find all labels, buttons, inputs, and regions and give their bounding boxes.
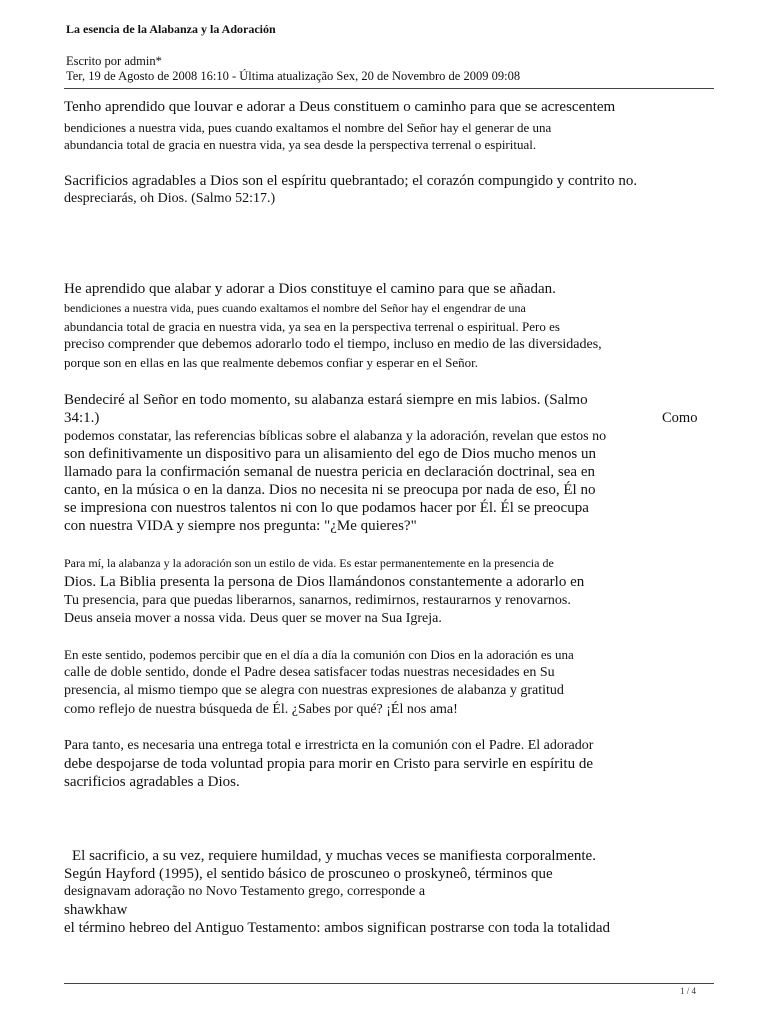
text-line: canto, en la música o en la danza. Dios no necesita ni se preocupa por nada de eso, Él no [64, 482, 596, 498]
text-line: El sacrificio, a su vez, requiere humildad, y muchas veces se manifiesta corporalmente. [72, 848, 596, 864]
text-fragment-como: Como [662, 410, 698, 426]
document-meta [66, 54, 520, 84]
date-line: Ter, 19 de Agosto de 2008 16:10 - Última atualização Sex, 20 de Novembro de 2009 09:08 [66, 69, 521, 83]
header-rule [64, 88, 714, 89]
text-line: Bendeciré al Señor en todo momento, su alabanza estará siempre en mis labios. (Salmo [64, 392, 588, 408]
text-line: debe despojarse de toda voluntad propia para morir en Cristo para servirle en espíritu de [64, 756, 593, 772]
text-line: calle de doble sentido, donde el Padre desea satisfacer todas nuestras necesidades en Su [64, 665, 555, 680]
text-line: sacrificios agradables a Dios. [64, 774, 240, 790]
text-line: llamado para la confirmación semanal de nuestra pericia en declaración doctrinal, sea en [64, 464, 595, 480]
text-line: shawkhaw [64, 902, 128, 918]
text-line: En este sentido, podemos percibir que en el día a día la comunión con Dios en la adoración es una [64, 647, 574, 662]
text-line: abundancia total de gracia en nuestra vida, ya sea desde la perspectiva terrenal o espiritual. [64, 137, 537, 152]
text-line: son definitivamente un dispositivo para un alisamiento del ego de Dios mucho menos un [64, 446, 596, 462]
text-line: Para mí, la alabanza y la adoración son un estilo de vida. Es estar permanentemente en la presencia de [64, 556, 554, 570]
footer-rule [64, 983, 714, 984]
text-line: Dios. La Biblia presenta la persona de Dios llamándonos constantemente a adorarlo en [64, 574, 585, 590]
text-line: porque son en ellas en las que realmente debemos confiar y esperar en el Señor. [64, 355, 479, 370]
text-line: con nuestra VIDA y siempre nos pregunta: "¿Me quieres?" [64, 518, 417, 534]
text-line: Sacrificios agradables a Dios son el espíritu quebrantado; el corazón compungido y contrito no. [64, 173, 638, 189]
text-line: como reflejo de nuestra búsqueda de Él. ¿Sabes por qué? ¡Él nos ama! [64, 702, 458, 717]
text-line: presencia, al mismo tiempo que se alegra con nuestras expresiones de alabanza y gratitud [64, 683, 564, 698]
text-line: podemos constatar, las referencias bíblicas sobre el alabanza y la adoración, revelan que estos no [64, 429, 607, 444]
text-line: abundancia total de gracia en nuestra vida, ya sea en la perspectiva terrenal o espiritual. Pero es [64, 319, 560, 334]
text-line: despreciarás, oh Dios. (Salmo 52:17.) [64, 191, 276, 206]
text-line: Según Hayford (1995), el sentido básico de proscuneo o proskyneô, términos que [64, 866, 553, 882]
document-title: La esencia de la Alabanza y la Adoración [66, 22, 276, 36]
text-line: designavam adoração no Novo Testamento grego, corresponde a [64, 884, 426, 899]
text-line: bendiciones a nuestra vida, pues cuando exaltamos el nombre del Señor hay el engendrar de una [64, 301, 526, 315]
text-line: Para tanto, es necesaria una entrega total e irrestricta en la comunión con el Padre. El adorador [64, 738, 594, 753]
text-line: He aprendido que alabar y adorar a Dios constituye el camino para que se añadan. [64, 281, 556, 297]
page-number: 1 / 4 [680, 986, 697, 996]
text-line: Tenho aprendido que louvar e adorar a Deus constituem o caminho para que se acrescentem [64, 99, 616, 115]
text-line: se impresiona con nuestros talentos ni con lo que podamos hacer por Él. Él se preocupa [64, 500, 589, 516]
text-line: Deus anseia mover a nossa vida. Deus quer se mover na Sua Igreja. [64, 611, 442, 626]
text-line: bendiciones a nuestra vida, pues cuando exaltamos el nombre del Señor hay el generar de una [64, 120, 552, 135]
text-line: preciso comprender que debemos adorarlo todo el tiempo, incluso en medio de las diversidades, [64, 337, 602, 352]
text-line: 34:1.) [64, 410, 100, 426]
author-line: Escrito por admin* [66, 54, 162, 68]
text-line: el término hebreo del Antiguo Testamento: ambos significan postrarse con toda la totalidad [64, 920, 611, 936]
text-line: Tu presencia, para que puedas liberarnos, sanarnos, redimirnos, restaurarnos y renovarnos. [64, 593, 571, 608]
